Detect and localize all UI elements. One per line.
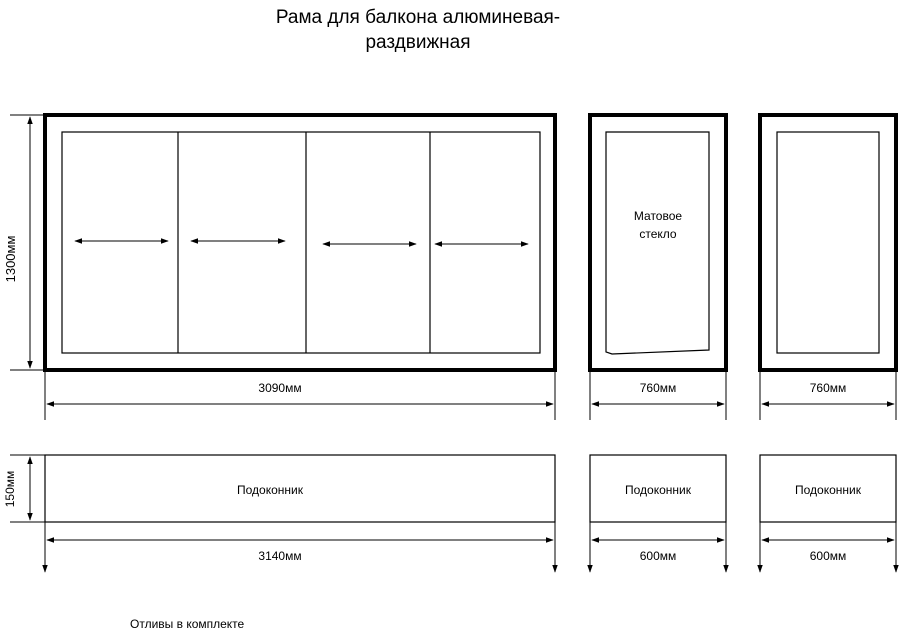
- width-dimension-side-frame-1: [590, 372, 726, 420]
- sill-side-2: [760, 455, 896, 522]
- frosted-glass-label-1: Матовое: [633, 209, 683, 223]
- side-frame-2-outer: [760, 115, 896, 370]
- width-dimension-sill-side-1: [590, 522, 726, 572]
- side-frame-1-width-label: 760мм: [639, 381, 677, 395]
- sill-side-2-label: Подоконник: [795, 483, 861, 497]
- sill-main-label: Подоконник: [237, 483, 303, 497]
- main-frame: [45, 115, 555, 370]
- title-line-1: Рама для балкона алюминевая-: [275, 7, 561, 28]
- frosted-glass-label-2: стекло: [639, 227, 677, 241]
- side-frame-2: [760, 115, 896, 370]
- side-frame-1-outer: [590, 115, 726, 370]
- side-frame-2-width-label: 760мм: [809, 381, 847, 395]
- height-dimension-sill: [3, 455, 45, 522]
- width-dimension-side-frame-2: [760, 372, 896, 420]
- footer-note: Отливы в комплекте: [130, 617, 245, 631]
- sill-main: [45, 455, 555, 522]
- sill-height-label: 150мм: [3, 470, 17, 508]
- sill-side-1: [590, 455, 726, 522]
- side-frame-2-inner: [777, 132, 879, 353]
- main-frame-inner: [62, 132, 540, 353]
- height-dimension-frame: [3, 115, 45, 370]
- side-frame-1-inner: [606, 132, 709, 354]
- width-dimension-sill-main: [45, 522, 555, 572]
- sill-side-2-width-label: 600мм: [809, 549, 847, 563]
- frame-height-label: 1300мм: [3, 235, 18, 283]
- sill-side-1-width-label: 600мм: [639, 549, 677, 563]
- title-line-2: раздвижная: [365, 32, 471, 53]
- width-dimension-main-frame: [45, 372, 555, 420]
- main-frame-outer: [45, 115, 555, 370]
- sill-main-width-label: 3140мм: [258, 549, 302, 563]
- side-frame-1: [590, 115, 726, 370]
- width-dimension-sill-side-2: [760, 522, 896, 572]
- sill-side-1-label: Подоконник: [625, 483, 691, 497]
- main-frame-width-label: 3090мм: [258, 381, 302, 395]
